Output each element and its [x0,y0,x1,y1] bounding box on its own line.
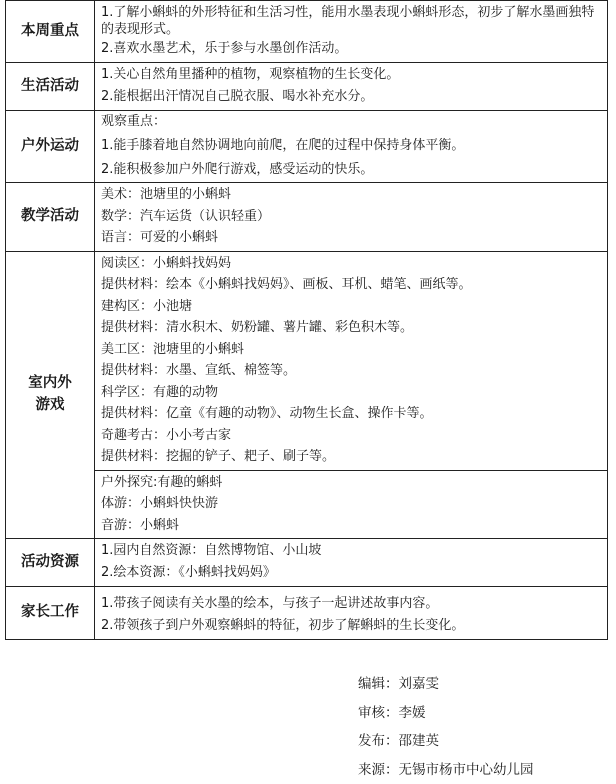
row-content [95,251,608,470]
weekly-plan-table [5,0,608,640]
row-label: 本周重点 [6,1,95,63]
reviewer-credit: 审核：李媛 [358,704,426,721]
content-line: 体游：小蝌蚪快快游 [101,496,219,511]
content-line: 提供材料：绘本《小蝌蚪找妈妈》、画板、耳机、蜡笔、画纸等。 [101,277,472,292]
row-label: 活动资源 [6,539,95,587]
row-label: 家长工作 [6,587,95,640]
row-content [95,1,608,63]
row-games-block-2 [6,470,608,539]
content-line: 科学区：有趣的动物 [101,384,219,400]
row-content [95,470,608,539]
content-line: 户外探究:有趣的蝌蚪 [101,474,223,490]
content-line: 提供材料：水墨、宣纸、棉签等。 [101,363,297,378]
content-line: 1.关心自然角里播种的植物，观察植物的生长变化。 [101,67,400,82]
content-line: 1.了解小蝌蚪的外形特征和生活习性，能用水墨表现小蝌蚪形态，初步了解水墨画独特的表现形式。 [101,5,595,37]
row-outdoor-exercise [6,111,608,183]
content-line: 1.带孩子阅读有关水墨的绘本，与孩子一起讲述故事内容。 [101,596,439,611]
source-credit: 来源：无锡市杨市中心幼儿园 [358,761,534,778]
row-label [6,251,95,539]
credits [358,670,534,784]
row-label-line: 游戏 [35,396,65,413]
content-line: 美术：池塘里的小蝌蚪 [101,187,232,202]
row-content [95,587,608,640]
content-line: 2.能积极参加户外爬行游戏，感受运动的快乐。 [101,162,374,177]
row-content [95,63,608,111]
content-line: 数学：汽车运货（认识轻重） [101,208,271,224]
content-line: 1.能手膝着地自然协调地向前爬，在爬的过程中保持身体平衡。 [101,138,465,153]
row-games-block-1 [6,251,608,470]
content-line: 2.能根据出汗情况自己脱衣服、喝水补充水分。 [101,88,374,104]
content-line: 1.园内自然资源：自然博物馆、小山坡 [101,543,322,558]
content-line: 提供材料：清水积木、奶粉罐、薯片罐、彩色积木等。 [101,320,414,335]
row-label: 生活活动 [6,63,95,111]
content-line: 观察重点： [101,114,167,129]
row-teaching-activities [6,183,608,252]
row-content [95,111,608,183]
row-label-line: 室内外 [28,375,72,392]
content-line: 提供材料：亿童《有趣的动物》、动物生长盒、操作卡等。 [101,406,433,421]
content-line: 奇趣考古：小小考古家 [101,427,232,443]
content-line: 音游：小蝌蚪 [101,517,180,533]
row-activity-resources [6,539,608,587]
content-line: 语言：可爱的小蝌蚪 [101,230,219,245]
content-line: 建构区：小池塘 [101,298,193,314]
content-line: 2.喜欢水墨艺术，乐于参与水墨创作活动。 [101,41,348,56]
content-line: 提供材料：挖掘的铲子、耙子、刷子等。 [101,449,336,464]
content-line: 美工区：池塘里的小蝌蚪 [101,341,245,357]
row-label: 教学活动 [6,183,95,252]
content-line: 2.带领孩子到户外观察蝌蚪的特征，初步了解蝌蚪的生长变化。 [101,617,465,633]
row-content [95,539,608,587]
content-line: 2.绘本资源：《小蝌蚪找妈妈》 [101,564,276,580]
row-content [95,183,608,252]
editor-credit: 编辑：刘嘉雯 [358,676,439,692]
row-label: 户外运动 [6,111,95,183]
row-parent-work [6,587,608,640]
row-weekly-focus [6,1,608,63]
content-line: 阅读区：小蝌蚪找妈妈 [101,255,232,271]
row-daily-life [6,63,608,111]
publisher-credit: 发布：邵建英 [358,733,439,749]
